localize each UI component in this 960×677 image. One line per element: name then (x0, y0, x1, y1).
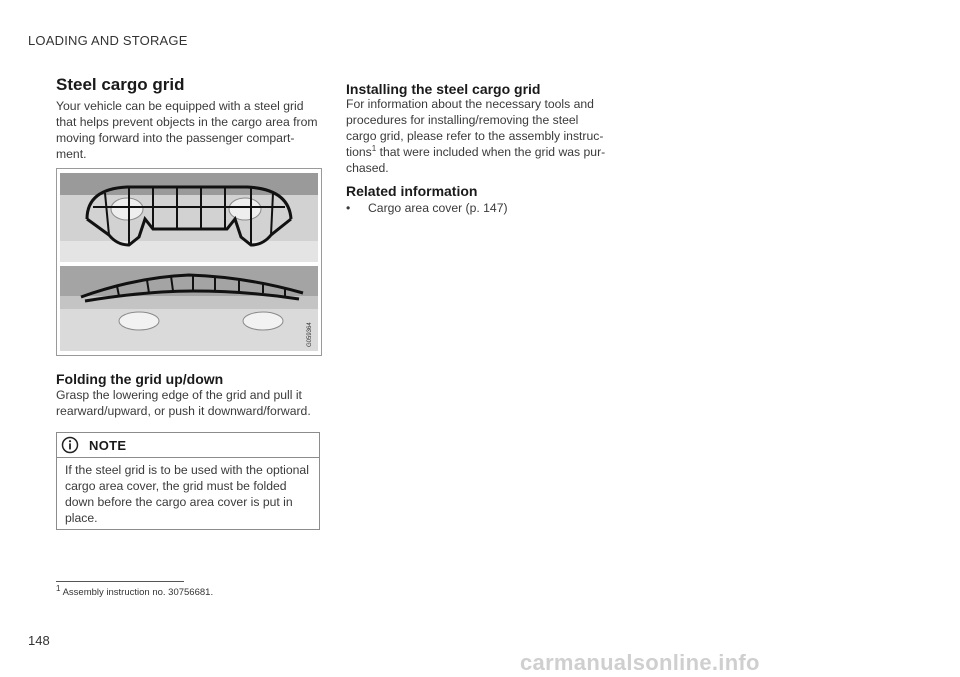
related-list-item (346, 200, 614, 216)
related-link-cargo-area-cover[interactable]: Cargo area cover (p. 147) (368, 201, 508, 215)
info-icon (61, 436, 79, 454)
folding-paragraph: Grasp the lowering edge of the grid and pull it rearward/upward, or push it downward/forward. (56, 388, 311, 418)
page-number: 148 (28, 633, 50, 648)
top-panel-floor (60, 241, 318, 262)
running-header: LOADING AND STORAGE (28, 33, 188, 48)
footnote: $^1$ Assembly instruction no. 30756681. (56, 583, 214, 598)
top-panel-seats (60, 195, 318, 245)
installing-paragraph: For information about the necessary tools and procedures for installing/removing the steel cargo grid, please refer to the assembly instruc- tions$^1$ that were included when the grid was pur- chased. (346, 97, 606, 175)
note-title: NOTE (89, 438, 127, 453)
related-heading: Related information (346, 183, 478, 199)
footnote-rule (56, 581, 184, 582)
folding-heading: Folding the grid up/down (56, 371, 224, 387)
note-text: If the steel grid is to be used with the optional cargo area cover, the grid must be folded down before the cargo area cover is put in place. (65, 463, 309, 525)
note-box (56, 432, 320, 530)
footnote-number: 1 (56, 583, 61, 593)
cargo-grid-drawing (57, 169, 321, 355)
headrest-left (111, 198, 143, 220)
figure-code: G059364 (307, 322, 313, 347)
headrest-right-lower (243, 312, 283, 330)
top-panel-roof (60, 173, 318, 195)
note-header (57, 433, 319, 458)
watermark: carmanualsonline.info (520, 650, 760, 675)
cargo-grid-illustration (56, 168, 322, 356)
footnote-marker: 1 (371, 143, 377, 153)
page-title: Steel cargo grid (56, 75, 185, 94)
installing-heading: Installing the steel cargo grid (346, 81, 541, 97)
intro-paragraph: Your vehicle can be equipped with a steel grid that helps prevent objects in the cargo area from moving forward into the passenger compart- ment. (56, 99, 318, 161)
headrest-right (229, 198, 261, 220)
bullet: • (346, 201, 351, 215)
headrest-left-lower (119, 312, 159, 330)
